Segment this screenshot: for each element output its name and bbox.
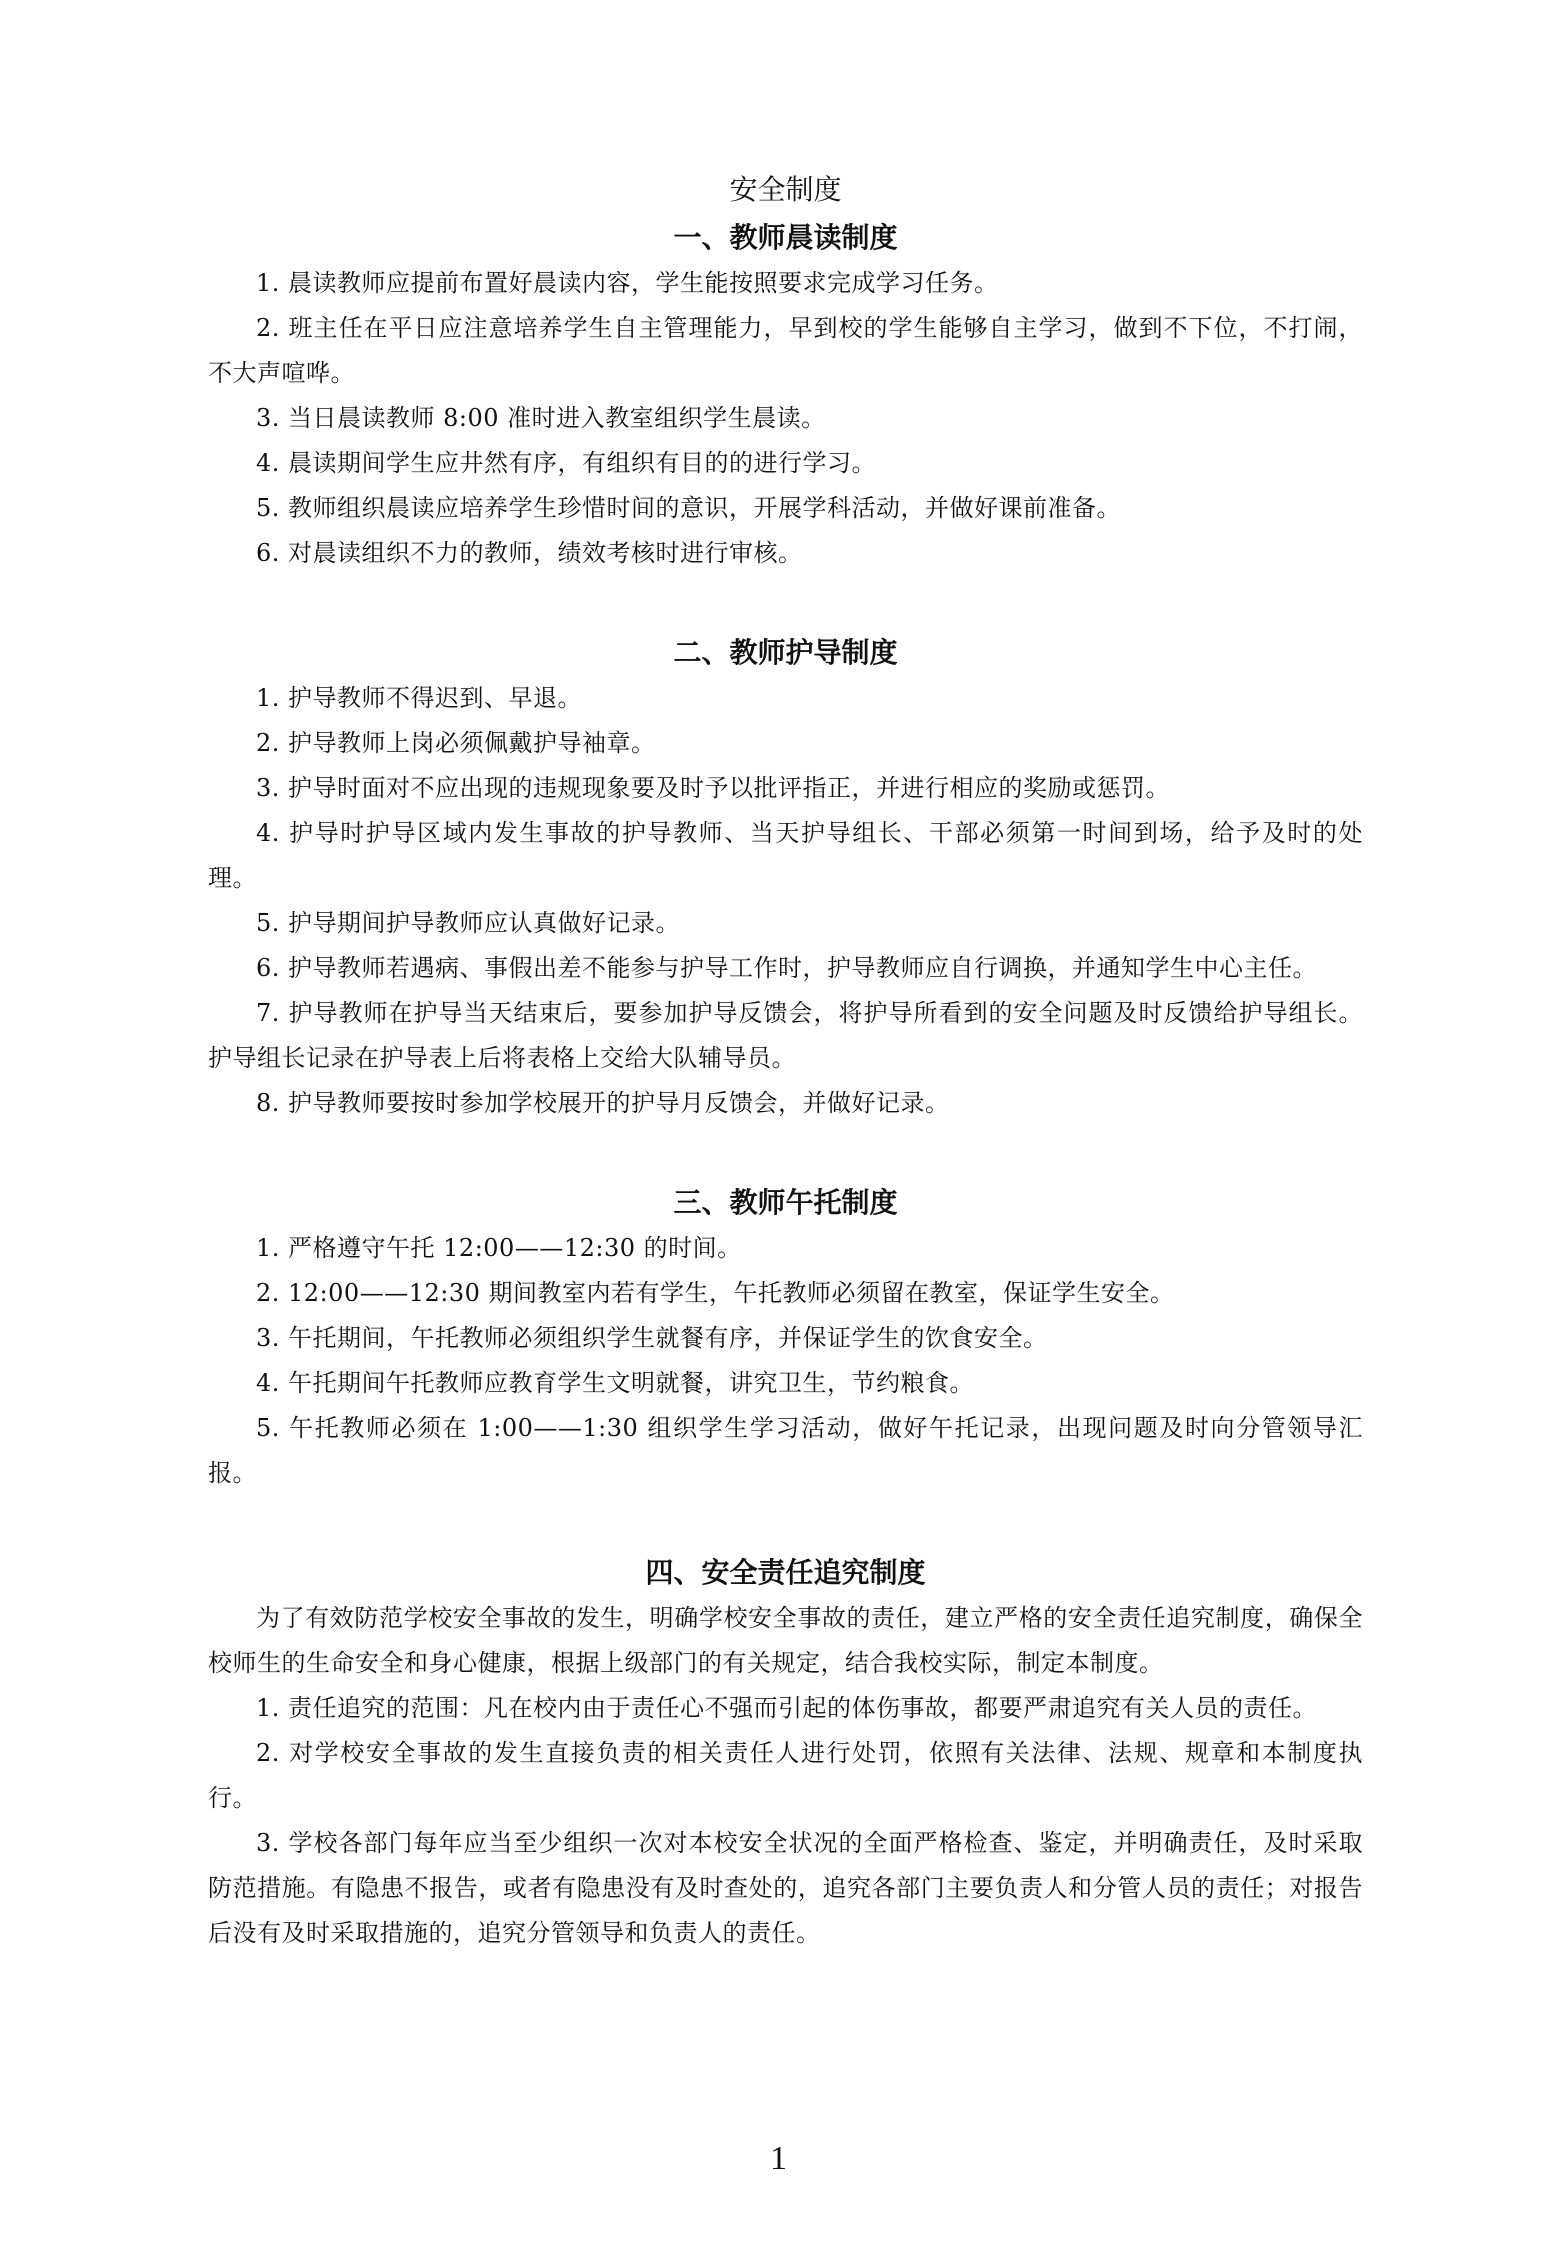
section-paragraph: 8. 护导教师要按时参加学校展开的护导月反馈会，并做好记录。 (256, 1089, 950, 1117)
section-spacer (208, 1496, 1363, 1550)
section-spacer (208, 576, 1363, 630)
section-paragraph: 为了有效防范学校安全事故的发生，明确学校安全事故的责任，建立严格的安全责任追究制度，确保全校师生的生命安全和身心健康，根据上级部门的有关规定，结合我校实际，制定本制度。 (208, 1604, 1363, 1677)
section-paragraph: 5. 午托教师必须在 1:00——1:30 组织学生学习活动，做好午托记录，出现问题及时向分管领导汇报。 (208, 1414, 1363, 1487)
section-paragraph: 6. 对晨读组织不力的教师，绩效考核时进行审核。 (256, 539, 803, 567)
section-paragraph: 2. 护导教师上岗必须佩戴护导袖章。 (256, 729, 656, 757)
section-paragraph: 7. 护导教师在护导当天结束后，要参加护导反馈会，将护导所看到的安全问题及时反馈给护导组长。护导组长记录在护导表上后将表格上交给大队辅导员。 (208, 999, 1363, 1072)
section-heading: 三、教师午托制度 (673, 1186, 898, 1219)
section-duty-guidance (208, 630, 1363, 1126)
section-noon-care (208, 1180, 1363, 1496)
section-paragraph: 2. 12:00——12:30 期间教室内若有学生，午托教师必须留在教室，保证学生安全。 (256, 1279, 1175, 1307)
section-paragraph: 1. 晨读教师应提前布置好晨读内容，学生能按照要求完成学习任务。 (256, 269, 999, 297)
page-number: 1 (770, 2140, 787, 2177)
section-paragraph: 1. 责任追究的范围：凡在校内由于责任心不强而引起的体伤事故，都要严肃追究有关人员的责任。 (256, 1694, 1318, 1722)
section-paragraph: 5. 护导期间护导教师应认真做好记录。 (256, 909, 681, 937)
section-paragraph: 6. 护导教师若遇病、事假出差不能参与护导工作时，护导教师应自行调换，并通知学生中心主任。 (256, 954, 1318, 982)
section-paragraph: 4. 护导时护导区域内发生事故的护导教师、当天护导组长、干部必须第一时间到场，给予及时的处理。 (208, 819, 1363, 892)
section-spacer (208, 1126, 1363, 1180)
document-body (208, 165, 1363, 1956)
section-paragraph: 3. 当日晨读教师 8:00 准时进入教室组织学生晨读。 (256, 404, 826, 432)
section-safety-accountability (208, 1550, 1363, 1956)
section-paragraph: 1. 严格遵守午托 12:00——12:30 的时间。 (256, 1234, 742, 1262)
section-paragraph: 2. 班主任在平日应注意培养学生自主管理能力，早到校的学生能够自主学习，做到不下位，不打闹，不大声喧哗。 (208, 314, 1363, 387)
section-paragraph: 4. 晨读期间学生应井然有序，有组织有目的的进行学习。 (256, 449, 877, 477)
section-paragraph: 3. 学校各部门每年应当至少组织一次对本校安全状况的全面严格检查、鉴定，并明确责任，及时采取防范措施。有隐患不报告，或者有隐患没有及时查处的，追究各部门主要负责人和分管人员的责任；对报告后没有及时采取措施的，追究分管领导和负责人的责任。 (208, 1829, 1363, 1947)
section-paragraph: 2. 对学校安全事故的发生直接负责的相关责任人进行处罚，依照有关法律、法规、规章和本制度执行。 (208, 1739, 1363, 1812)
section-paragraph: 3. 午托期间，午托教师必须组织学生就餐有序，并保证学生的饮食安全。 (256, 1324, 1048, 1352)
section-heading: 一、教师晨读制度 (673, 221, 898, 254)
section-morning-reading (208, 215, 1363, 576)
section-paragraph: 5. 教师组织晨读应培养学生珍惜时间的意识，开展学科活动，并做好课前准备。 (256, 494, 1122, 522)
section-paragraph: 4. 午托期间午托教师应教育学生文明就餐，讲究卫生，节约粮食。 (256, 1369, 975, 1397)
section-paragraph: 1. 护导教师不得迟到、早退。 (256, 684, 583, 712)
document-title: 安全制度 (729, 173, 842, 206)
section-paragraph: 3. 护导时面对不应出现的违规现象要及时予以批评指正，并进行相应的奖励或惩罚。 (256, 774, 1171, 802)
section-heading: 二、教师护导制度 (673, 636, 898, 669)
section-heading: 四、安全责任追究制度 (645, 1556, 926, 1589)
